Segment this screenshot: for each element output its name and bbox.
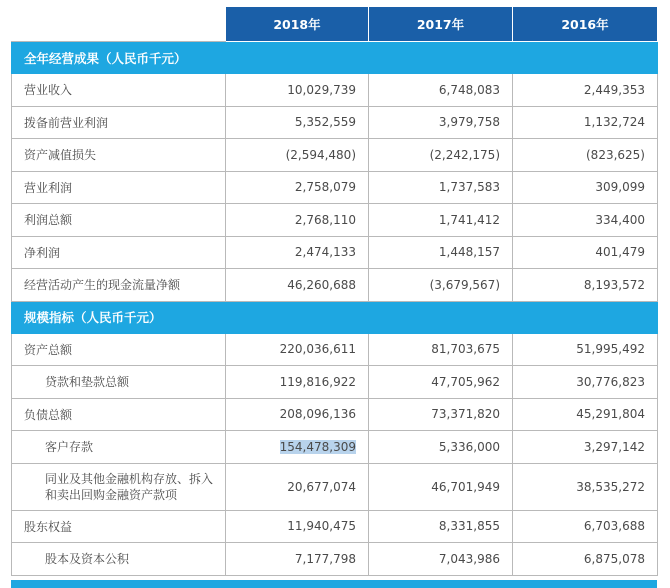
value-2018: 2,474,133	[226, 236, 369, 269]
value-2016: 30,776,823	[513, 366, 658, 399]
value-2017: 46,701,949	[369, 463, 513, 510]
table-row	[12, 333, 658, 366]
value-2017: 8,331,855	[369, 510, 513, 543]
value-2017: (2,242,175)	[369, 139, 513, 172]
table-row	[12, 398, 658, 431]
next-section-header-edge	[11, 580, 657, 588]
value-2016: 334,400	[513, 204, 658, 237]
value-2017: 47,705,962	[369, 366, 513, 399]
value-2016: 309,099	[513, 171, 658, 204]
value-2016: 8,193,572	[513, 269, 658, 302]
value-2016: 6,875,078	[513, 543, 658, 576]
section-title: 全年经营成果（人民币千元）	[12, 42, 658, 74]
table-row	[12, 74, 658, 107]
table-row	[12, 171, 658, 204]
value-2018	[226, 431, 369, 464]
value-2018: 2,768,110	[226, 204, 369, 237]
row-label: 股本及资本公积	[12, 543, 226, 576]
row-label: 同业及其他金融机构存放、拆入和卖出回购金融资产款项	[12, 463, 226, 510]
value-2018: (2,594,480)	[226, 139, 369, 172]
value-2017: 81,703,675	[369, 333, 513, 366]
row-label: 贷款和垫款总额	[12, 366, 226, 399]
year-header-2017: 2017年	[369, 7, 513, 42]
header-blank-cell	[12, 7, 226, 42]
table-row	[12, 463, 658, 510]
value-2017: 5,336,000	[369, 431, 513, 464]
row-label: 营业利润	[12, 171, 226, 204]
row-label: 营业收入	[12, 74, 226, 107]
value-2017: 1,448,157	[369, 236, 513, 269]
year-header-2018: 2018年	[226, 7, 369, 42]
value-2016: 45,291,804	[513, 398, 658, 431]
value-2018: 208,096,136	[226, 398, 369, 431]
value-2017: 1,741,412	[369, 204, 513, 237]
table-row	[12, 431, 658, 464]
table-row	[12, 204, 658, 237]
row-label: 资产减值损失	[12, 139, 226, 172]
value-2018: 7,177,798	[226, 543, 369, 576]
row-label: 资产总额	[12, 333, 226, 366]
row-label: 净利润	[12, 236, 226, 269]
value-2017: 1,737,583	[369, 171, 513, 204]
value-2016: 3,297,142	[513, 431, 658, 464]
value-2018: 20,677,074	[226, 463, 369, 510]
value-2018: 10,029,739	[226, 74, 369, 107]
table-row	[12, 236, 658, 269]
table-row	[12, 139, 658, 172]
table-row	[12, 366, 658, 399]
value-2018: 11,940,475	[226, 510, 369, 543]
financial-summary-table	[11, 6, 658, 576]
row-label: 利润总额	[12, 204, 226, 237]
value-2016: 2,449,353	[513, 74, 658, 107]
value-2018: 2,758,079	[226, 171, 369, 204]
table-row	[12, 543, 658, 576]
row-label: 负债总额	[12, 398, 226, 431]
value-2017: 3,979,758	[369, 106, 513, 139]
value-2017: 7,043,986	[369, 543, 513, 576]
value-2016: 401,479	[513, 236, 658, 269]
value-2017: 6,748,083	[369, 74, 513, 107]
row-label: 拨备前营业利润	[12, 106, 226, 139]
value-2016: 51,995,492	[513, 333, 658, 366]
value-2018: 46,260,688	[226, 269, 369, 302]
value-2016: 1,132,724	[513, 106, 658, 139]
section-header-scale-indicators	[12, 301, 658, 333]
value-2018: 220,036,611	[226, 333, 369, 366]
table-row	[12, 510, 658, 543]
section-header-annual-results	[12, 42, 658, 74]
table-row	[12, 106, 658, 139]
section-title: 规模指标（人民币千元）	[12, 301, 658, 333]
row-label: 客户存款	[12, 431, 226, 464]
value-2016: 38,535,272	[513, 463, 658, 510]
year-header-2016: 2016年	[513, 7, 658, 42]
value-2016: (823,625)	[513, 139, 658, 172]
year-header-row	[12, 7, 658, 42]
value-2017: (3,679,567)	[369, 269, 513, 302]
value-2018: 5,352,559	[226, 106, 369, 139]
selected-text-highlight[interactable]: 154,478,309	[279, 439, 356, 454]
value-2018: 119,816,922	[226, 366, 369, 399]
value-2016: 6,703,688	[513, 510, 658, 543]
value-2017: 73,371,820	[369, 398, 513, 431]
table-row	[12, 269, 658, 302]
row-label: 经营活动产生的现金流量净额	[12, 269, 226, 302]
row-label: 股东权益	[12, 510, 226, 543]
